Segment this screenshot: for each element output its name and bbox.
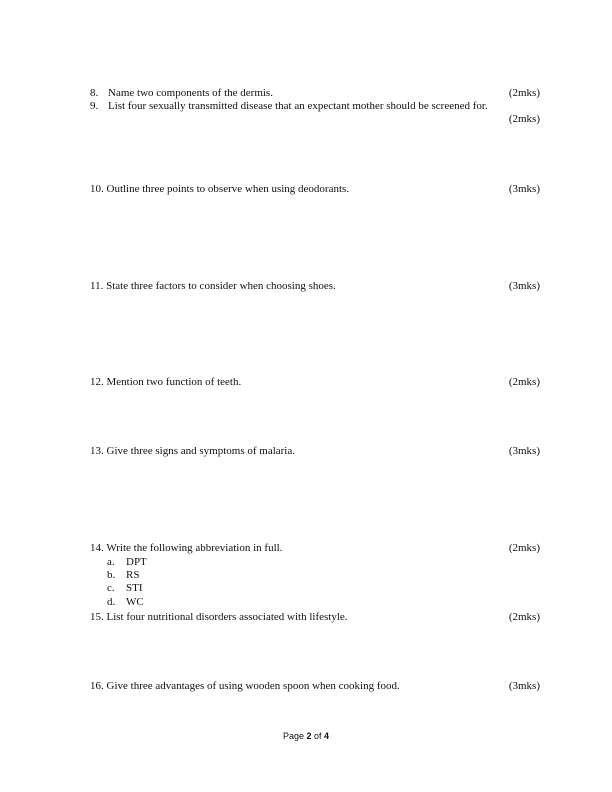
question-marks: (2mks) [508,87,540,99]
page-separator: of [314,731,322,741]
question-13 [90,445,540,458]
question-15 [90,611,540,624]
question-marks: (2mks) [508,113,540,125]
question-14 [90,542,540,555]
abbreviation-item [107,556,147,569]
question-number: 11. [90,280,104,292]
abbreviation-letter: a. [107,556,115,568]
question-number: 8. [90,87,99,99]
question-number: 9. [90,100,99,112]
abbreviation-text: RS [126,569,140,581]
page-number-footer [0,731,612,741]
question-text: State three factors to consider when choosing shoes. [106,280,336,292]
question-11 [90,280,540,293]
question-text: Name two components of the dermis. [108,87,273,99]
question-number: 10. [90,183,104,195]
abbreviation-text: STI [126,582,143,594]
question-marks: (3mks) [508,680,540,692]
question-text: List four nutritional disorders associated with lifestyle. [106,611,348,623]
question-marks: (2mks) [508,376,540,388]
question-number: 15. [90,611,104,623]
question-marks: (3mks) [508,183,540,195]
question-marks: (2mks) [508,611,540,623]
question-marks: (3mks) [508,445,540,457]
abbreviation-text: DPT [126,556,147,568]
question-number: 13. [90,445,104,457]
question-text: Write the following abbreviation in full. [106,542,283,554]
question-text: Give three advantages of using wooden spoon when cooking food. [106,680,400,692]
question-marks: (3mks) [508,280,540,292]
question-number: 14. [90,542,104,554]
abbreviation-item [107,569,139,582]
question-12 [90,376,540,389]
current-page: 2 [306,731,312,741]
question-marks: (2mks) [508,542,540,554]
abbreviation-letter: b. [107,569,116,581]
total-pages: 4 [324,731,330,741]
abbreviation-letter: c. [107,582,115,594]
page-label: Page [282,731,304,741]
abbreviation-item [107,596,144,609]
question-number: 16. [90,680,104,692]
question-number: 12. [90,376,104,388]
question-9 [90,100,550,125]
question-text: Give three signs and symptoms of malaria. [106,445,295,457]
abbreviation-letter: d. [107,596,116,608]
question-8 [90,87,540,100]
question-text: Outline three points to observe when using deodorants. [106,183,350,195]
question-10 [90,183,540,196]
question-text: Mention two function of teeth. [106,376,242,388]
question-text: List four sexually transmitted disease that an expectant mother should be screened for. [108,100,488,112]
question-16 [90,680,540,693]
abbreviation-text: WC [126,596,144,608]
abbreviation-item [107,582,143,595]
